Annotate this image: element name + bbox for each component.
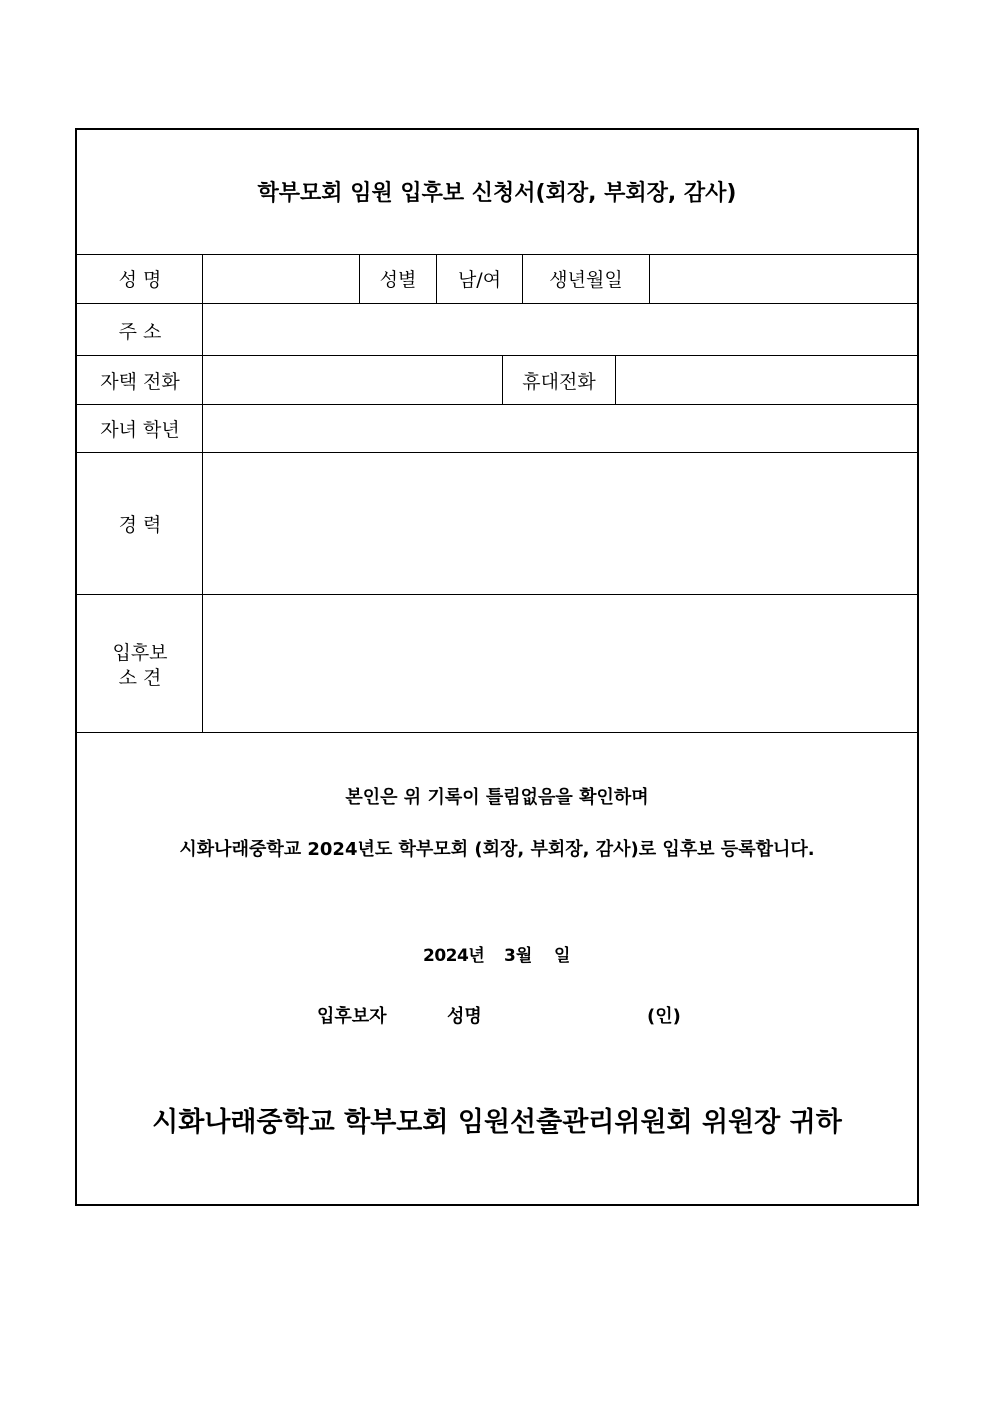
- date-year: 2024년: [423, 946, 485, 966]
- statement-label-line2: 소 견: [118, 667, 162, 689]
- rule-after-name-row: [77, 303, 917, 304]
- date-month: 3월: [504, 946, 533, 966]
- mobile-phone-field[interactable]: [617, 357, 917, 403]
- mobile-phone-label: 휴대전화: [522, 371, 596, 393]
- seal-mark: (인): [647, 1006, 681, 1027]
- rule-after-statement-row: [77, 732, 917, 733]
- application-form: [75, 128, 919, 1206]
- date-day: 일: [554, 946, 571, 966]
- birthdate-label: 생년월일: [549, 269, 623, 291]
- name-field[interactable]: [204, 256, 358, 302]
- address-label: 주 소: [118, 321, 162, 343]
- declaration-line1: 본인은 위 기록이 틀림없음을 확인하며: [345, 787, 649, 808]
- home-phone-label: 자택 전화: [100, 371, 180, 393]
- birthdate-field[interactable]: [651, 256, 917, 302]
- gender-value[interactable]: 남/여: [457, 269, 502, 291]
- signature-name-label: 성명: [447, 1006, 482, 1027]
- rule-after-phone-row: [77, 404, 917, 405]
- addressee: 시화나래중학교 학부모회 임원선출관리위원회 위원장 귀하: [152, 1107, 842, 1138]
- form-title: 학부모회 임원 입후보 신청서(회장, 부회장, 감사): [257, 181, 737, 206]
- career-field[interactable]: [204, 454, 917, 593]
- name-label: 성 명: [118, 269, 162, 291]
- rule-after-address-row: [77, 355, 917, 356]
- candidate-label: 입후보자: [317, 1006, 387, 1027]
- rule-after-title: [77, 254, 917, 255]
- address-field[interactable]: [204, 305, 917, 354]
- rule-after-career-row: [77, 594, 917, 595]
- gender-label: 성별: [379, 269, 417, 291]
- home-phone-field[interactable]: [204, 357, 501, 403]
- statement-field[interactable]: [204, 596, 917, 731]
- rule-after-grade-row: [77, 452, 917, 453]
- divider-birth-right: [649, 254, 650, 303]
- declaration-line2: 시화나래중학교 2024년도 학부모회 (회장, 부회장, 감사)로 입후보 등록합니다.: [179, 839, 815, 860]
- statement-label-line1: 입후보: [112, 642, 168, 664]
- divider-mobile-right: [615, 355, 616, 404]
- child-grade-label: 자녀 학년: [100, 419, 180, 441]
- child-grade-field[interactable]: [204, 406, 917, 451]
- career-label: 경 력: [118, 514, 162, 536]
